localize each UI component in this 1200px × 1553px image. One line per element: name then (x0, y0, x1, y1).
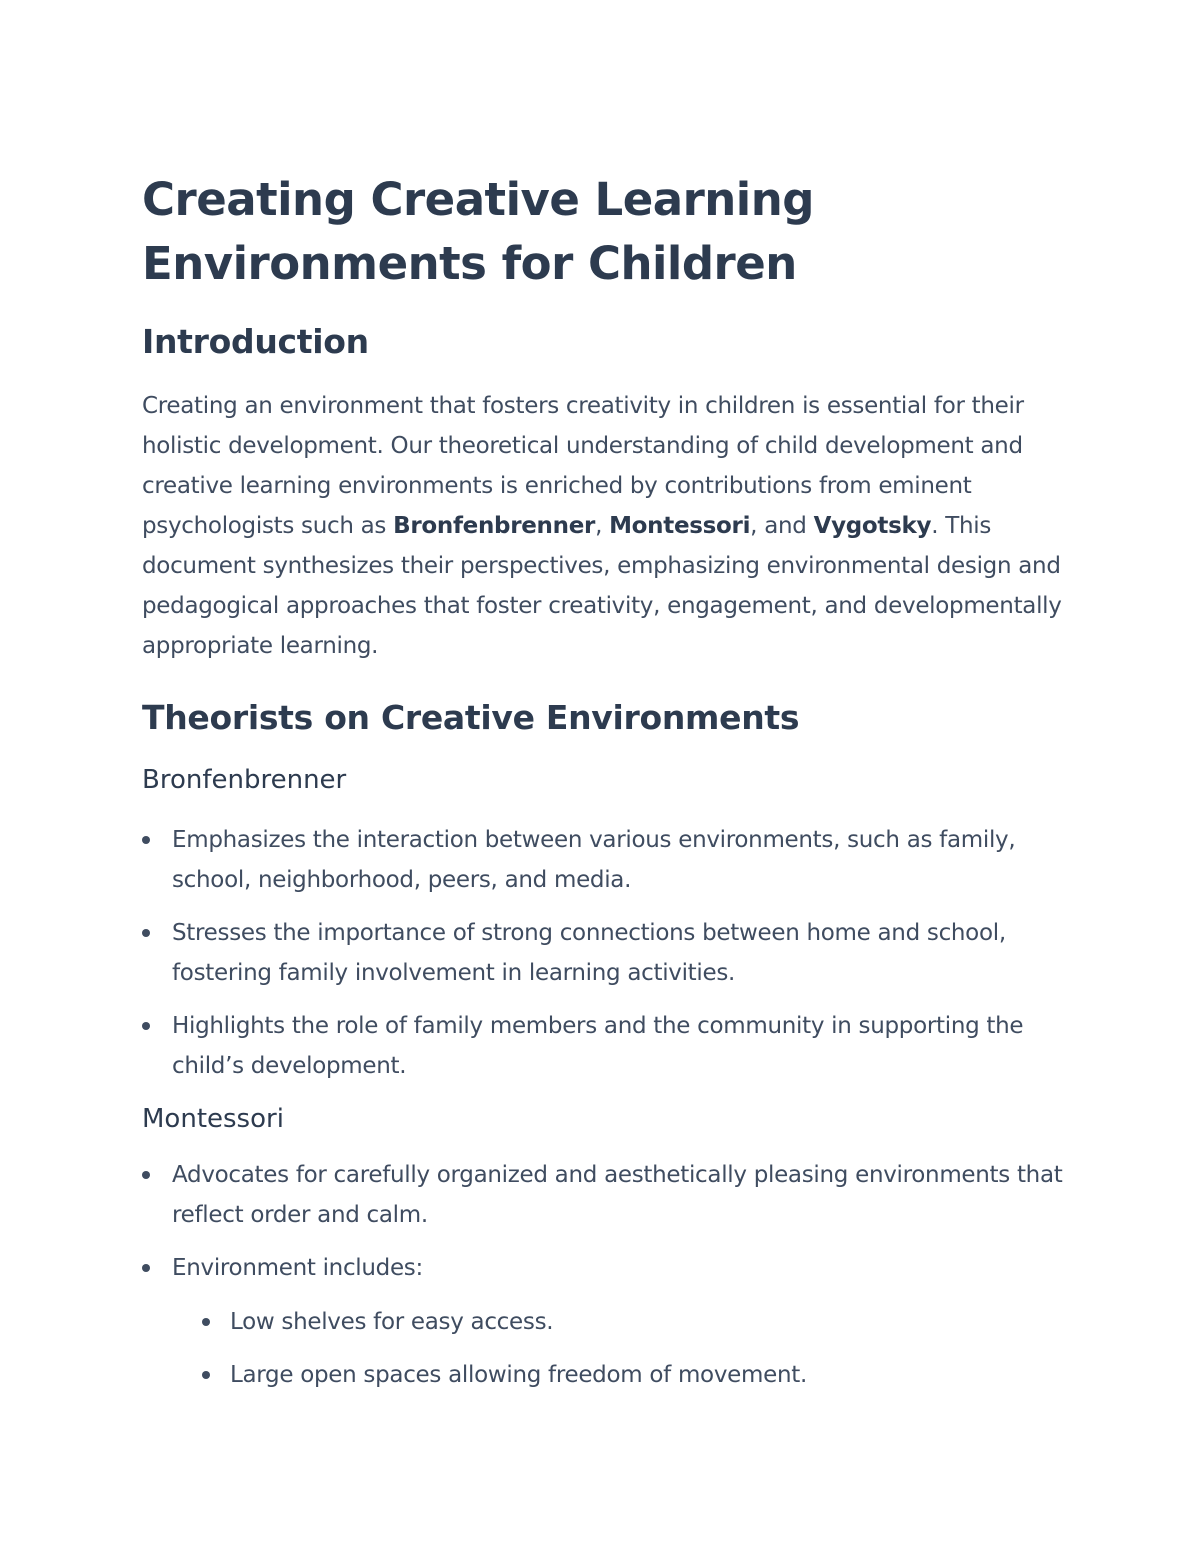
sublist-item (172, 1302, 1072, 1342)
list-item-text: Environment includes: (172, 1255, 423, 1281)
bullet-icon (142, 1022, 150, 1030)
sublist-item (172, 1355, 1072, 1395)
bullet-icon (142, 929, 150, 937)
intro-text-1: Creating an environment that fosters creativity in children is essential for their holistic development. Our theoretical understanding of child development and creative learning environments is enriched by contributions from eminent psychologists such as (142, 393, 1024, 539)
list-item (142, 913, 1072, 993)
bronfenbrenner-heading: Bronfenbrenner (142, 765, 347, 795)
sublist-item-text: Low shelves for easy access. (230, 1309, 554, 1335)
intro-bold-vygotsky: Vygotsky (813, 513, 932, 539)
document-title: Creating Creative Learning Environments for Children (142, 173, 814, 290)
theorists-heading: Theorists on Creative Environments (142, 698, 800, 737)
bullet-icon (202, 1318, 210, 1326)
list-item (142, 1248, 1072, 1395)
list-item-text: Highlights the role of family members and the community in supporting the child’s development. (172, 1013, 1024, 1079)
intro-bold-bronfenbrenner: Bronfenbrenner (393, 513, 596, 539)
intro-text-3: , and (750, 513, 814, 539)
intro-text-2: , (595, 513, 610, 539)
intro-bold-montessori: Montessori (609, 513, 751, 539)
intro-text-4: . This document synthesizes their perspectives, emphasizing environmental design and pedagogical approaches that foster creativity, engagement, and developmentally appropriate learning. (142, 513, 1062, 659)
list-item-text: Emphasizes the interaction between various environments, such as family, school, neighborhood, peers, and media. (172, 827, 1016, 893)
montessori-heading: Montessori (142, 1104, 284, 1134)
introduction-heading: Introduction (142, 322, 369, 361)
list-item (142, 1155, 1072, 1235)
montessori-sublist (172, 1302, 1072, 1395)
bronfenbrenner-list (142, 820, 1072, 1086)
bullet-icon (142, 1264, 150, 1272)
list-item-text: Advocates for carefully organized and aesthetically pleasing environments that reflect order and calm. (172, 1162, 1063, 1228)
list-item (142, 820, 1072, 900)
bullet-icon (202, 1371, 210, 1379)
introduction-paragraph (142, 386, 1072, 666)
list-item (142, 1006, 1072, 1086)
montessori-list (142, 1155, 1072, 1395)
bullet-icon (142, 1171, 150, 1179)
document-page (142, 168, 1072, 1408)
bullet-icon (142, 836, 150, 844)
list-item-text: Stresses the importance of strong connections between home and school, fostering family involvement in learning activities. (172, 920, 1006, 986)
sublist-item-text: Large open spaces allowing freedom of movement. (230, 1362, 807, 1388)
